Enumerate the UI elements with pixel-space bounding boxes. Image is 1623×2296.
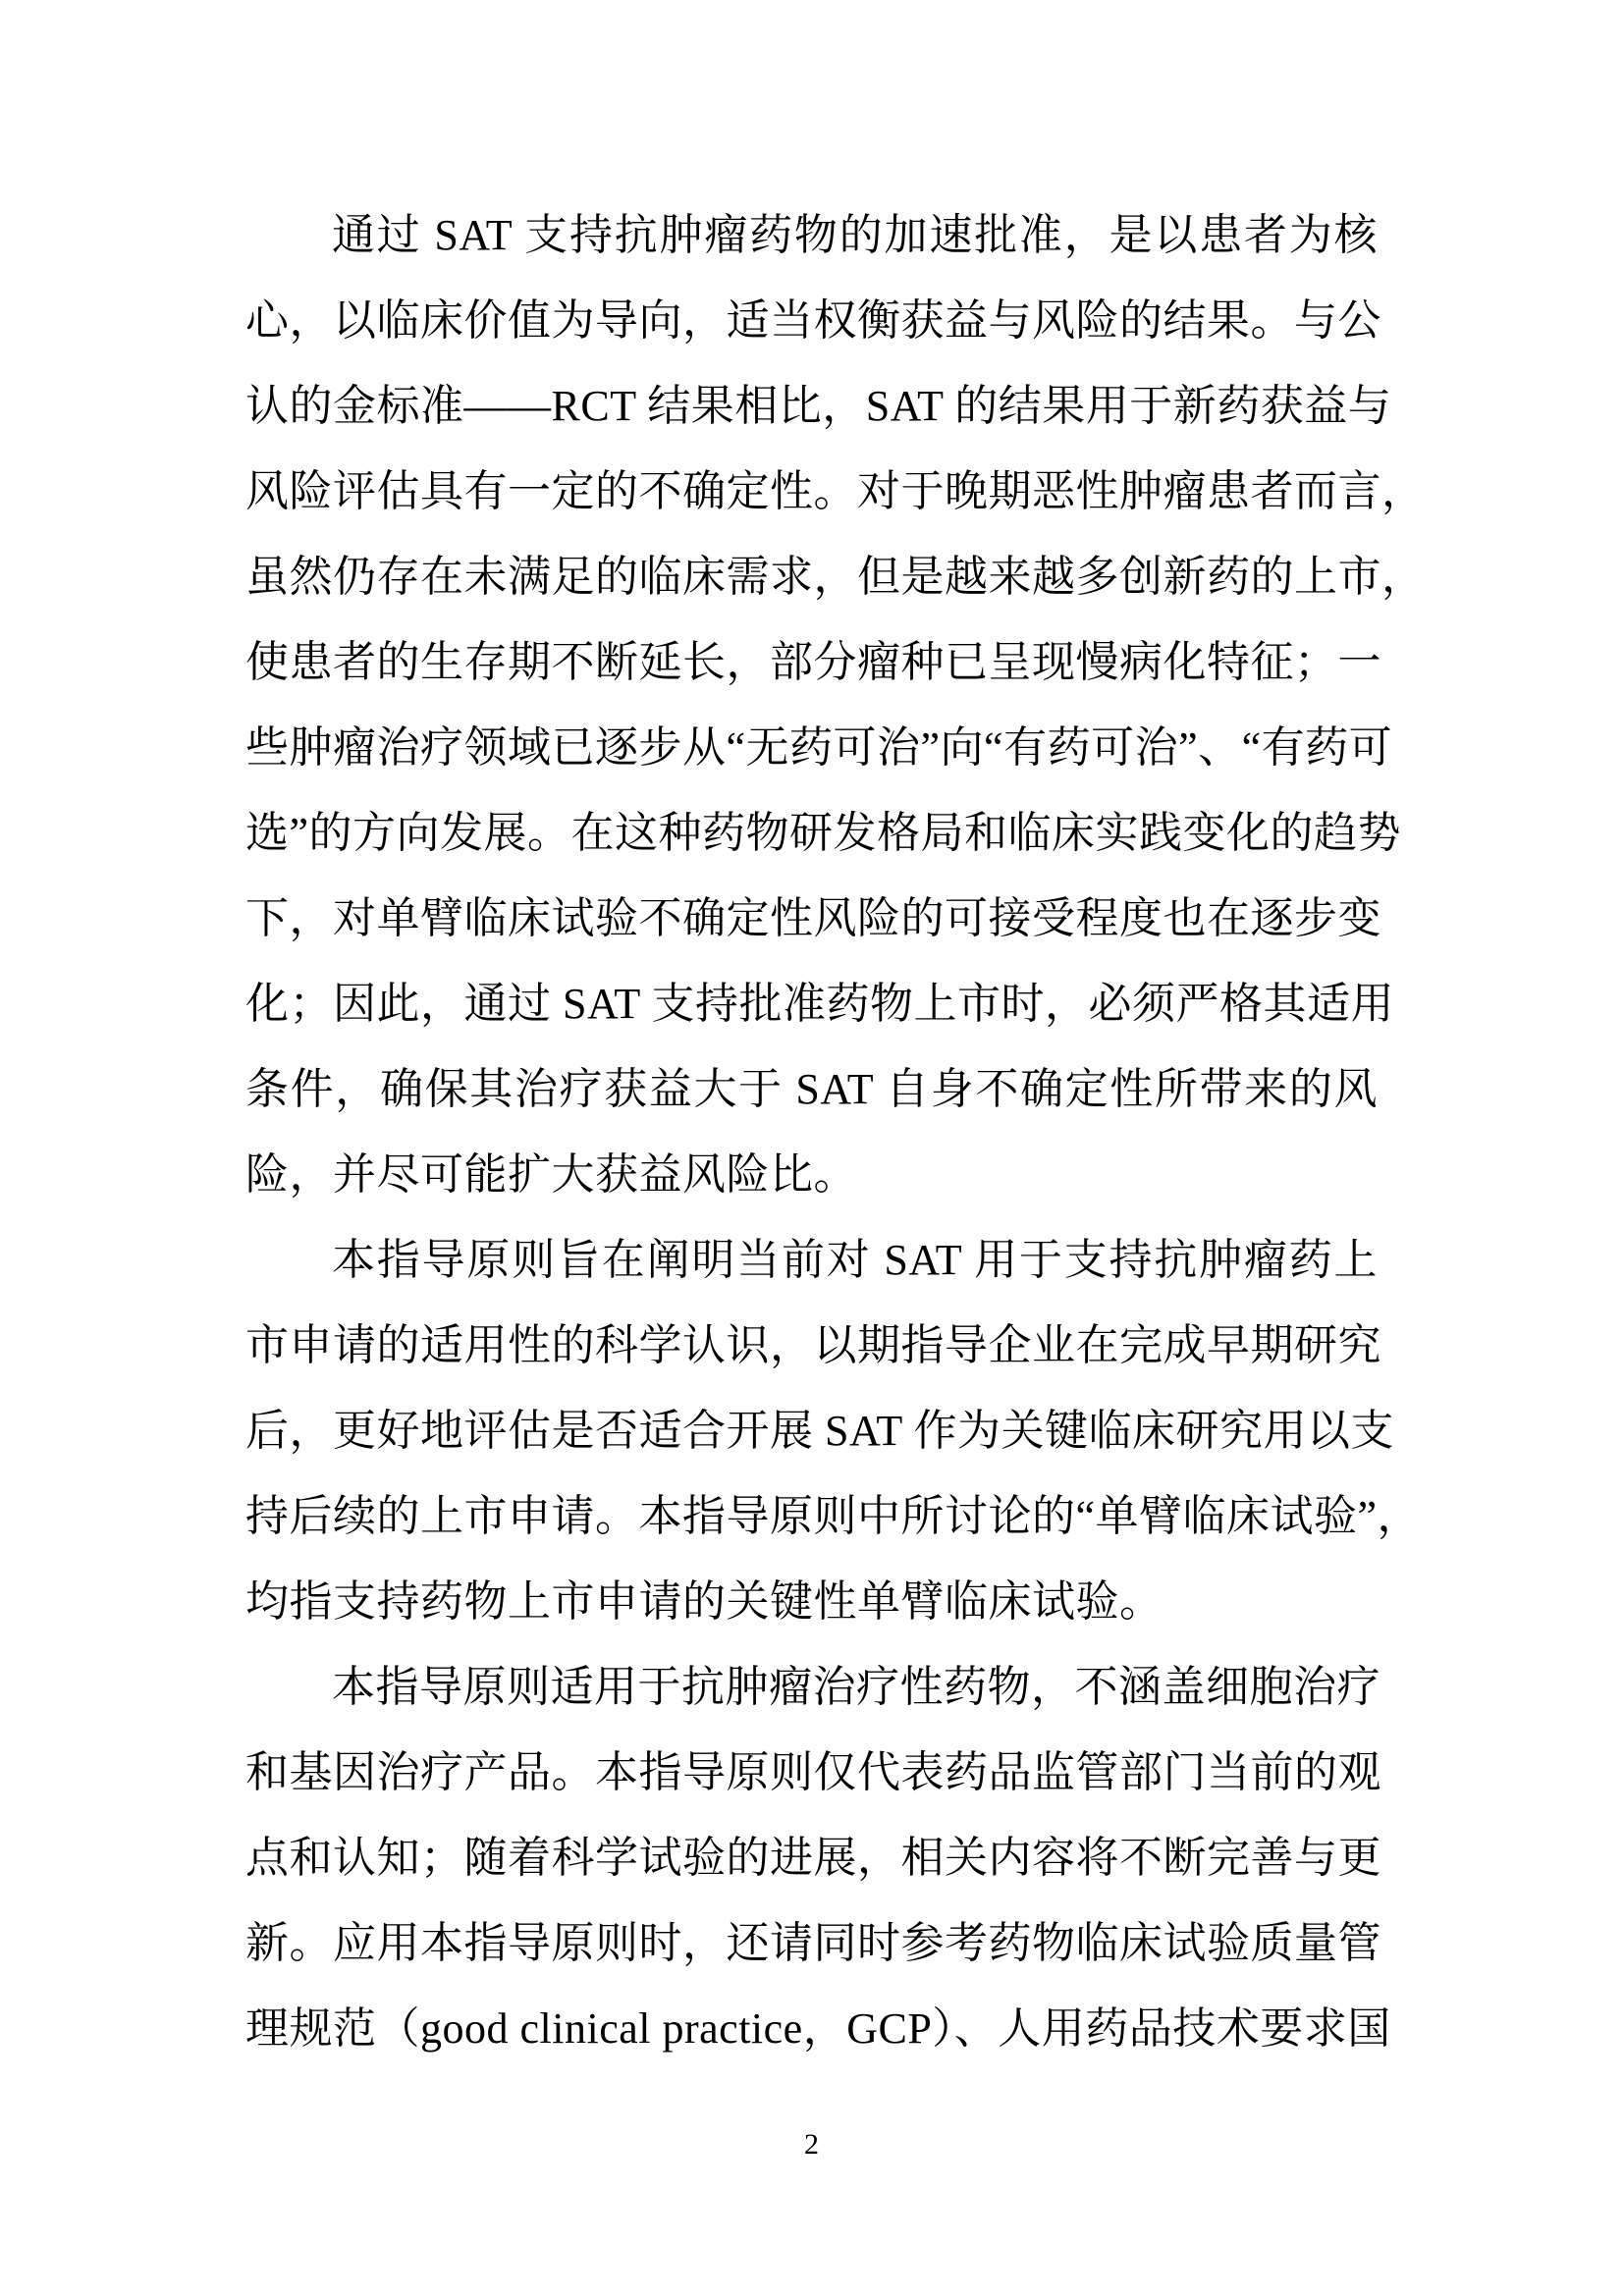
text-line: 选”的方向发展。在这种药物研发格局和临床实践变化的趋势 xyxy=(245,809,1402,857)
text-line: 本指导原则适用于抗肿瘤治疗性药物，不涵盖细胞治疗 xyxy=(332,1663,1380,1711)
text-line: 心，以临床价值为导向，适当权衡获益与风险的结果。与公 xyxy=(245,296,1381,345)
text-line: 些肿瘤治疗领域已逐步从“无药可治”向“有药可治”、“有药可 xyxy=(245,723,1393,772)
text-line: 通过 SAT 支持抗肿瘤药物的加速批准，是以患者为核 xyxy=(332,211,1378,259)
text-line: 下，对单臂临床试验不确定性风险的可接受程度也在逐步变 xyxy=(245,894,1381,942)
text-line: 险，并尽可能扩大获益风险比。 xyxy=(245,1150,857,1199)
document-text-block xyxy=(245,192,1426,2071)
text-line: 理规范（good clinical practice，GCP）、人用药品技术要求国 xyxy=(245,2004,1391,2053)
text-line: 使患者的生存期不断延长，部分瘤种已呈现慢病化特征；一 xyxy=(245,638,1381,686)
text-line: 和基因治疗产品。本指导原则仅代表药品监管部门当前的观 xyxy=(245,1748,1381,1796)
text-line: 后，更好地评估是否适合开展 SAT 作为关键临床研究用以支 xyxy=(245,1407,1394,1455)
text-line: 点和认知；随着科学试验的进展，相关内容将不断完善与更 xyxy=(245,1834,1381,1882)
text-line: 本指导原则旨在阐明当前对 SAT 用于支持抗肿瘤药上 xyxy=(332,1236,1378,1284)
text-line: 风险评估具有一定的不确定性。对于晚期恶性肿瘤患者而言， xyxy=(245,467,1426,515)
text-line: 认的金标准——RCT 结果相比，SAT 的结果用于新药获益与 xyxy=(245,382,1392,430)
text-line: 均指支持药物上市申请的关键性单臂临床试验。 xyxy=(245,1577,1163,1626)
text-line: 条件，确保其治疗获益大于 SAT 自身不确定性所带来的风 xyxy=(245,1065,1378,1113)
text-line: 新。应用本指导原则时，还请同时参考药物临床试验质量管 xyxy=(245,1919,1381,1967)
text-line: 持后续的上市申请。本指导原则中所讨论的“单臂临床试验”， xyxy=(245,1492,1422,1540)
page-number: 2 xyxy=(804,2128,819,2161)
text-line: 化；因此，通过 SAT 支持批准药物上市时，必须严格其适用 xyxy=(245,980,1394,1028)
text-line: 市申请的适用性的科学认识，以期指导企业在完成早期研究 xyxy=(245,1321,1381,1369)
text-line: 虽然仍存在未满足的临床需求，但是越来越多创新药的上市， xyxy=(245,553,1426,601)
